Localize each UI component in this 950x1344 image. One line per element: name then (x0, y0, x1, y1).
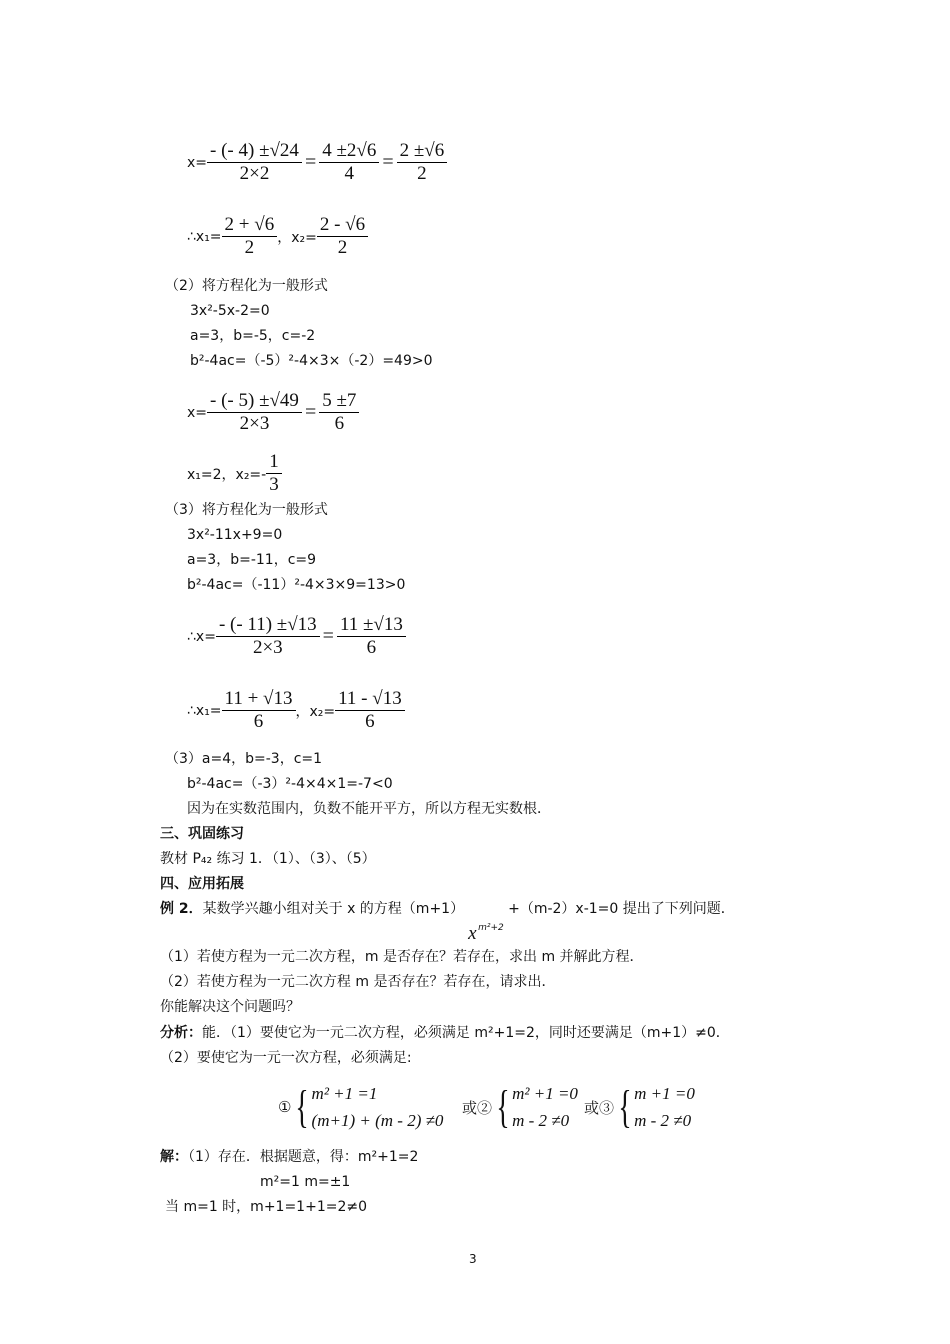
part3-equation: 3x²-11x+9=0 (187, 527, 283, 543)
question-2: （2）若使方程为一元二次方程 m 是否存在？若存在，请求出． (160, 974, 556, 990)
formula-x-part3: ∴x= $\frac{- (- 11) \pm√13}{2\times 3}$ = $\frac{11 \pm√13}{6}$ (187, 614, 406, 659)
solution-line: 解：（1）存在．根据题意，得：m²+1=2 (160, 1149, 419, 1165)
part4-conclusion: 因为在实数范围内，负数不能开平方，所以方程无实数根． (187, 801, 551, 817)
equation-system-3: 或③ { m +1 =0 m - 2 ≠0 (584, 1081, 695, 1132)
fraction: $\frac{2 \pm√6}{2}$ (397, 140, 448, 185)
part4-coefficients: （3）a=4，b=-3，c=1 (165, 751, 323, 767)
fraction: $\frac{11 - √13}{6}$ (335, 688, 405, 733)
part2-equation: 3x²-5x-2=0 (190, 303, 270, 319)
question-3: 你能解决这个问题吗？ (160, 999, 300, 1015)
example2-line: 例 2．某数学兴趣小组对关于 x 的方程（m+1） x m²+2 +（m-2）x-1=0 提出了下列问题． (160, 901, 735, 944)
fraction: $\frac{11 \pm√13}{6}$ (337, 614, 406, 659)
fraction: $\frac{2 - √6}{2}$ (317, 214, 368, 259)
section3-title: 三、巩固练习 (160, 826, 244, 842)
equation-system-1: ① { m² +1 =1 (m+1) + (m - 2) ≠0 (278, 1081, 444, 1132)
equation-system-2: 或② { m² +1 =0 m - 2 ≠0 (462, 1081, 578, 1132)
section3-text: 教材 P₄₂ 练习 1．（1）、（3）、（5） (160, 851, 376, 867)
part3-coefficients: a=3，b=-11，c=9 (187, 552, 317, 568)
fraction: $\frac{4 \pm 2√6}{4}$ (319, 140, 379, 185)
solution-line-3: 当 m=1 时，m+1=1+1=2≠0 (165, 1199, 368, 1215)
part4-discriminant: b²-4ac=（-3）²-4×4×1=-7<0 (187, 776, 393, 792)
part2-heading: （2）将方程化为一般形式 (165, 278, 328, 294)
part3-heading: （3）将方程化为一般形式 (165, 502, 328, 518)
fraction: $\frac{- (- 4) \pm√24}{2\times 2}$ (207, 140, 302, 185)
fraction: $\frac{1}{3}$ (266, 451, 282, 496)
formula-x-part2: x= $\frac{- (- 5) \pm√49}{2\times 3}$ = $\frac{5 \pm 7}{6}$ (187, 390, 359, 435)
fraction: $\frac{5 \pm 7}{6}$ (319, 390, 359, 435)
solution-line-2: m²=1 m=±1 (260, 1174, 351, 1190)
section4-title: 四、应用拓展 (160, 876, 244, 892)
page-number: 3 (469, 1252, 477, 1266)
formula-x-ex1: x= $\frac{- (- 4) \pm√24}{2\times 2}$ = $\frac{4 \pm 2√6}{4}$ = $\frac{2 \pm√6}{2}$ (187, 140, 447, 185)
part3-discriminant: b²-4ac=（-11）²-4×3×9=13>0 (187, 577, 406, 593)
analysis-line: 分析：能．（1）要使它为一元二次方程，必须满足 m²+1=2，同时还要满足（m+1）≠0． (160, 1025, 730, 1041)
roots-ex1: ∴x₁= $\frac{2 + √6}{2}$ ，x₂= $\frac{2 - √6}{2}$ (187, 214, 368, 259)
fraction: $\frac{- (- 11) \pm√13}{2\times 3}$ (216, 614, 320, 659)
roots-part2: x₁=2，x₂=- $\frac{1}{3}$ (187, 451, 282, 496)
fraction: $\frac{2 + √6}{2}$ (222, 214, 278, 259)
part2-coefficients: a=3，b=-5，c=-2 (190, 328, 316, 344)
fraction: $\frac{- (- 5) \pm√49}{2\times 3}$ (207, 390, 302, 435)
fraction: $\frac{11 + √13}{6}$ (222, 688, 296, 733)
roots-part3: ∴x₁= $\frac{11 + √13}{6}$ ，x₂= $\frac{11 - √13}{6}$ (187, 688, 405, 733)
question-1: （1）若使方程为一元二次方程，m 是否存在？若存在，求出 m 并解此方程． (160, 949, 644, 965)
analysis-line-2: （2）要使它为一元一次方程，必须满足: (160, 1050, 412, 1066)
part2-discriminant: b²-4ac=（-5）²-4×3×（-2）=49>0 (190, 353, 433, 369)
